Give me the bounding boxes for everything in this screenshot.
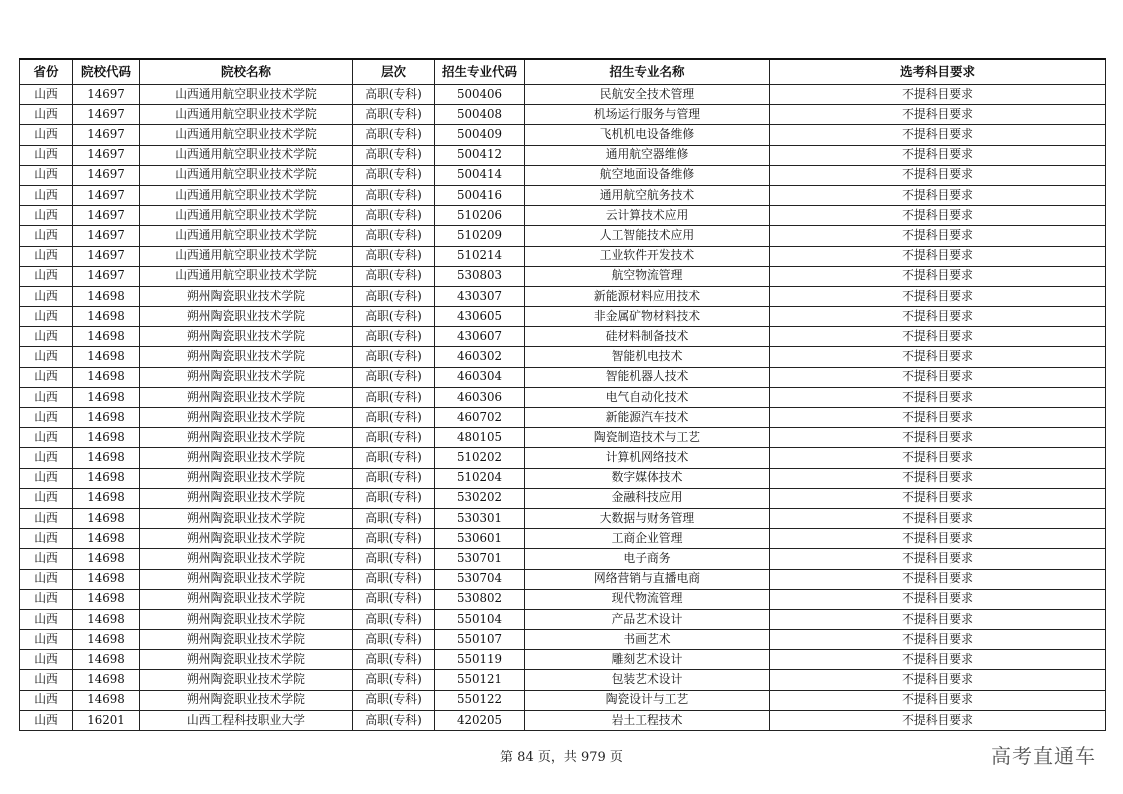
cell-subject-requirement: 不提科目要求 (770, 468, 1106, 488)
cell-province: 山西 (20, 165, 73, 185)
cell-province: 山西 (20, 266, 73, 286)
cell-major-name: 金融科技应用 (525, 488, 770, 508)
cell-major-code: 550121 (435, 670, 525, 690)
cell-major-code: 500416 (435, 185, 525, 205)
cell-school-code: 14698 (73, 690, 140, 710)
table-row (20, 710, 1106, 730)
cell-level: 高职(专科) (353, 448, 435, 468)
cell-major-name: 网络营销与直播电商 (525, 569, 770, 589)
cell-subject-requirement: 不提科目要求 (770, 185, 1106, 205)
admission-table (19, 58, 1106, 731)
cell-subject-requirement: 不提科目要求 (770, 609, 1106, 629)
cell-subject-requirement: 不提科目要求 (770, 347, 1106, 367)
cell-major-name: 航空地面设备维修 (525, 165, 770, 185)
cell-major-code: 530701 (435, 549, 525, 569)
cell-school-name: 朔州陶瓷职业技术学院 (140, 448, 353, 468)
cell-major-code: 510209 (435, 226, 525, 246)
cell-level: 高职(专科) (353, 125, 435, 145)
table-header-row (20, 59, 1106, 85)
table-row (20, 670, 1106, 690)
cell-school-name: 朔州陶瓷职业技术学院 (140, 286, 353, 306)
table-row (20, 266, 1106, 286)
cell-subject-requirement: 不提科目要求 (770, 650, 1106, 670)
cell-school-code: 14698 (73, 609, 140, 629)
table-row (20, 246, 1106, 266)
cell-level: 高职(专科) (353, 690, 435, 710)
cell-major-code: 510202 (435, 448, 525, 468)
cell-school-name: 朔州陶瓷职业技术学院 (140, 569, 353, 589)
cell-province: 山西 (20, 690, 73, 710)
table-row (20, 609, 1106, 629)
cell-subject-requirement: 不提科目要求 (770, 246, 1106, 266)
cell-subject-requirement: 不提科目要求 (770, 226, 1106, 246)
cell-school-code: 14698 (73, 408, 140, 428)
cell-subject-requirement: 不提科目要求 (770, 529, 1106, 549)
cell-subject-requirement: 不提科目要求 (770, 367, 1106, 387)
cell-major-name: 通用航空航务技术 (525, 185, 770, 205)
cell-major-name: 电子商务 (525, 549, 770, 569)
cell-school-name: 山西通用航空职业技术学院 (140, 85, 353, 105)
cell-major-code: 420205 (435, 710, 525, 730)
cell-school-code: 14697 (73, 266, 140, 286)
cell-level: 高职(专科) (353, 266, 435, 286)
cell-school-code: 14698 (73, 529, 140, 549)
table-row (20, 327, 1106, 347)
cell-province: 山西 (20, 529, 73, 549)
table-row (20, 125, 1106, 145)
cell-level: 高职(专科) (353, 347, 435, 367)
cell-major-code: 430607 (435, 327, 525, 347)
cell-school-name: 朔州陶瓷职业技术学院 (140, 508, 353, 528)
cell-level: 高职(专科) (353, 286, 435, 306)
table-row (20, 206, 1106, 226)
cell-major-name: 产品艺术设计 (525, 609, 770, 629)
cell-school-name: 朔州陶瓷职业技术学院 (140, 327, 353, 347)
cell-subject-requirement: 不提科目要求 (770, 165, 1106, 185)
cell-school-code: 16201 (73, 710, 140, 730)
cell-subject-requirement: 不提科目要求 (770, 428, 1106, 448)
cell-school-name: 山西工程科技职业大学 (140, 710, 353, 730)
admission-table-container (19, 58, 1105, 731)
cell-major-code: 500409 (435, 125, 525, 145)
cell-province: 山西 (20, 650, 73, 670)
cell-school-name: 山西通用航空职业技术学院 (140, 185, 353, 205)
cell-level: 高职(专科) (353, 85, 435, 105)
cell-major-name: 陶瓷制造技术与工艺 (525, 428, 770, 448)
cell-major-name: 陶瓷设计与工艺 (525, 690, 770, 710)
cell-major-name: 智能机器人技术 (525, 367, 770, 387)
table-row (20, 428, 1106, 448)
table-row (20, 589, 1106, 609)
cell-major-name: 电气自动化技术 (525, 387, 770, 407)
cell-major-name: 工商企业管理 (525, 529, 770, 549)
cell-school-name: 朔州陶瓷职业技术学院 (140, 428, 353, 448)
cell-school-code: 14698 (73, 327, 140, 347)
page-number: 第 84 页，共 979 页 (500, 750, 623, 765)
cell-major-name: 工业软件开发技术 (525, 246, 770, 266)
cell-level: 高职(专科) (353, 609, 435, 629)
cell-school-code: 14698 (73, 307, 140, 327)
cell-level: 高职(专科) (353, 710, 435, 730)
cell-school-code: 14698 (73, 448, 140, 468)
cell-major-code: 530704 (435, 569, 525, 589)
table-row (20, 367, 1106, 387)
cell-school-code: 14697 (73, 226, 140, 246)
cell-province: 山西 (20, 347, 73, 367)
cell-province: 山西 (20, 185, 73, 205)
cell-school-code: 14698 (73, 650, 140, 670)
cell-subject-requirement: 不提科目要求 (770, 105, 1106, 125)
cell-school-name: 朔州陶瓷职业技术学院 (140, 650, 353, 670)
cell-major-name: 民航安全技术管理 (525, 85, 770, 105)
cell-school-code: 14698 (73, 508, 140, 528)
cell-subject-requirement: 不提科目要求 (770, 387, 1106, 407)
cell-level: 高职(专科) (353, 226, 435, 246)
table-row (20, 508, 1106, 528)
cell-major-name: 雕刻艺术设计 (525, 650, 770, 670)
cell-school-code: 14698 (73, 387, 140, 407)
cell-province: 山西 (20, 408, 73, 428)
table-row (20, 105, 1106, 125)
cell-subject-requirement: 不提科目要求 (770, 670, 1106, 690)
cell-school-name: 朔州陶瓷职业技术学院 (140, 408, 353, 428)
cell-school-code: 14697 (73, 85, 140, 105)
cell-school-code: 14698 (73, 549, 140, 569)
cell-level: 高职(专科) (353, 206, 435, 226)
table-row (20, 408, 1106, 428)
cell-school-name: 山西通用航空职业技术学院 (140, 206, 353, 226)
cell-subject-requirement: 不提科目要求 (770, 710, 1106, 730)
cell-major-code: 500408 (435, 105, 525, 125)
cell-school-code: 14698 (73, 630, 140, 650)
table-row (20, 307, 1106, 327)
table-row (20, 549, 1106, 569)
cell-level: 高职(专科) (353, 549, 435, 569)
cell-school-name: 朔州陶瓷职业技术学院 (140, 307, 353, 327)
watermark: 高考直通车 (991, 744, 1096, 768)
cell-major-code: 460302 (435, 347, 525, 367)
cell-major-code: 510214 (435, 246, 525, 266)
cell-province: 山西 (20, 226, 73, 246)
cell-major-name: 大数据与财务管理 (525, 508, 770, 528)
cell-province: 山西 (20, 85, 73, 105)
cell-province: 山西 (20, 286, 73, 306)
cell-province: 山西 (20, 569, 73, 589)
cell-province: 山西 (20, 468, 73, 488)
cell-major-code: 530301 (435, 508, 525, 528)
cell-level: 高职(专科) (353, 387, 435, 407)
cell-school-name: 山西通用航空职业技术学院 (140, 105, 353, 125)
cell-province: 山西 (20, 428, 73, 448)
cell-major-name: 人工智能技术应用 (525, 226, 770, 246)
table-row (20, 448, 1106, 468)
cell-level: 高职(专科) (353, 327, 435, 347)
cell-subject-requirement: 不提科目要求 (770, 125, 1106, 145)
cell-major-code: 550104 (435, 609, 525, 629)
cell-major-name: 飞机机电设备维修 (525, 125, 770, 145)
cell-major-name: 机场运行服务与管理 (525, 105, 770, 125)
cell-level: 高职(专科) (353, 145, 435, 165)
cell-school-code: 14697 (73, 185, 140, 205)
cell-subject-requirement: 不提科目要求 (770, 408, 1106, 428)
cell-province: 山西 (20, 367, 73, 387)
cell-level: 高职(专科) (353, 105, 435, 125)
cell-level: 高职(专科) (353, 367, 435, 387)
cell-major-code: 550107 (435, 630, 525, 650)
cell-province: 山西 (20, 387, 73, 407)
cell-level: 高职(专科) (353, 408, 435, 428)
cell-school-code: 14697 (73, 206, 140, 226)
cell-school-name: 朔州陶瓷职业技术学院 (140, 347, 353, 367)
cell-major-code: 510204 (435, 468, 525, 488)
cell-school-name: 朔州陶瓷职业技术学院 (140, 690, 353, 710)
cell-school-code: 14697 (73, 145, 140, 165)
cell-school-name: 朔州陶瓷职业技术学院 (140, 387, 353, 407)
table-row (20, 690, 1106, 710)
cell-major-code: 460702 (435, 408, 525, 428)
header-subject-requirement: 选考科目要求 (770, 59, 1106, 85)
cell-major-name: 非金属矿物材料技术 (525, 307, 770, 327)
cell-school-code: 14697 (73, 165, 140, 185)
cell-major-code: 460306 (435, 387, 525, 407)
cell-province: 山西 (20, 125, 73, 145)
cell-province: 山西 (20, 549, 73, 569)
cell-major-code: 510206 (435, 206, 525, 226)
cell-school-name: 山西通用航空职业技术学院 (140, 266, 353, 286)
cell-school-code: 14697 (73, 125, 140, 145)
cell-major-name: 新能源材料应用技术 (525, 286, 770, 306)
cell-province: 山西 (20, 145, 73, 165)
header-major-code: 招生专业代码 (435, 59, 525, 85)
cell-major-code: 550119 (435, 650, 525, 670)
cell-school-code: 14697 (73, 246, 140, 266)
table-row (20, 185, 1106, 205)
cell-province: 山西 (20, 246, 73, 266)
cell-major-name: 数字媒体技术 (525, 468, 770, 488)
cell-school-code: 14698 (73, 468, 140, 488)
cell-level: 高职(专科) (353, 529, 435, 549)
cell-major-code: 530802 (435, 589, 525, 609)
cell-major-name: 云计算技术应用 (525, 206, 770, 226)
cell-school-name: 山西通用航空职业技术学院 (140, 226, 353, 246)
cell-school-code: 14698 (73, 286, 140, 306)
cell-province: 山西 (20, 670, 73, 690)
header-school-code: 院校代码 (73, 59, 140, 85)
table-row (20, 85, 1106, 105)
table-row (20, 529, 1106, 549)
cell-major-name: 包装艺术设计 (525, 670, 770, 690)
cell-subject-requirement: 不提科目要求 (770, 690, 1106, 710)
table-row (20, 387, 1106, 407)
cell-school-code: 14698 (73, 367, 140, 387)
cell-school-code: 14698 (73, 569, 140, 589)
cell-major-code: 500412 (435, 145, 525, 165)
cell-school-name: 山西通用航空职业技术学院 (140, 145, 353, 165)
cell-province: 山西 (20, 630, 73, 650)
cell-level: 高职(专科) (353, 569, 435, 589)
cell-major-code: 430307 (435, 286, 525, 306)
cell-level: 高职(专科) (353, 428, 435, 448)
table-row (20, 569, 1106, 589)
cell-province: 山西 (20, 448, 73, 468)
cell-level: 高职(专科) (353, 307, 435, 327)
cell-school-code: 14698 (73, 488, 140, 508)
cell-level: 高职(专科) (353, 165, 435, 185)
cell-school-name: 朔州陶瓷职业技术学院 (140, 589, 353, 609)
cell-major-code: 480105 (435, 428, 525, 448)
cell-school-name: 朔州陶瓷职业技术学院 (140, 609, 353, 629)
cell-major-code: 530202 (435, 488, 525, 508)
cell-school-code: 14698 (73, 428, 140, 448)
cell-school-code: 14698 (73, 347, 140, 367)
cell-major-name: 书画艺术 (525, 630, 770, 650)
cell-major-code: 500406 (435, 85, 525, 105)
header-major-name: 招生专业名称 (525, 59, 770, 85)
table-row (20, 165, 1106, 185)
cell-school-name: 朔州陶瓷职业技术学院 (140, 549, 353, 569)
cell-province: 山西 (20, 710, 73, 730)
cell-school-name: 朔州陶瓷职业技术学院 (140, 468, 353, 488)
table-body (20, 85, 1106, 731)
cell-province: 山西 (20, 609, 73, 629)
cell-major-name: 智能机电技术 (525, 347, 770, 367)
cell-school-code: 14698 (73, 589, 140, 609)
cell-major-name: 硅材料制备技术 (525, 327, 770, 347)
table-row (20, 286, 1106, 306)
table-row (20, 468, 1106, 488)
cell-school-code: 14698 (73, 670, 140, 690)
cell-major-code: 530803 (435, 266, 525, 286)
cell-subject-requirement: 不提科目要求 (770, 286, 1106, 306)
cell-major-code: 460304 (435, 367, 525, 387)
cell-province: 山西 (20, 488, 73, 508)
table-row (20, 226, 1106, 246)
table-row (20, 488, 1106, 508)
cell-level: 高职(专科) (353, 508, 435, 528)
cell-school-name: 朔州陶瓷职业技术学院 (140, 367, 353, 387)
cell-level: 高职(专科) (353, 488, 435, 508)
cell-school-code: 14697 (73, 105, 140, 125)
header-level: 层次 (353, 59, 435, 85)
cell-school-name: 山西通用航空职业技术学院 (140, 125, 353, 145)
cell-province: 山西 (20, 589, 73, 609)
cell-subject-requirement: 不提科目要求 (770, 488, 1106, 508)
cell-major-code: 550122 (435, 690, 525, 710)
table-row (20, 630, 1106, 650)
cell-school-name: 山西通用航空职业技术学院 (140, 246, 353, 266)
cell-province: 山西 (20, 105, 73, 125)
cell-subject-requirement: 不提科目要求 (770, 569, 1106, 589)
cell-province: 山西 (20, 206, 73, 226)
cell-subject-requirement: 不提科目要求 (770, 85, 1106, 105)
cell-subject-requirement: 不提科目要求 (770, 630, 1106, 650)
cell-level: 高职(专科) (353, 185, 435, 205)
cell-school-name: 山西通用航空职业技术学院 (140, 165, 353, 185)
cell-level: 高职(专科) (353, 468, 435, 488)
cell-school-name: 朔州陶瓷职业技术学院 (140, 670, 353, 690)
cell-subject-requirement: 不提科目要求 (770, 448, 1106, 468)
cell-major-name: 岩土工程技术 (525, 710, 770, 730)
cell-major-name: 通用航空器维修 (525, 145, 770, 165)
cell-subject-requirement: 不提科目要求 (770, 327, 1106, 347)
header-school-name: 院校名称 (140, 59, 353, 85)
cell-level: 高职(专科) (353, 630, 435, 650)
cell-province: 山西 (20, 307, 73, 327)
cell-school-name: 朔州陶瓷职业技术学院 (140, 488, 353, 508)
cell-subject-requirement: 不提科目要求 (770, 307, 1106, 327)
table-row (20, 145, 1106, 165)
header-province: 省份 (20, 59, 73, 85)
table-row (20, 650, 1106, 670)
cell-major-name: 现代物流管理 (525, 589, 770, 609)
cell-major-code: 430605 (435, 307, 525, 327)
cell-subject-requirement: 不提科目要求 (770, 549, 1106, 569)
cell-subject-requirement: 不提科目要求 (770, 508, 1106, 528)
cell-province: 山西 (20, 327, 73, 347)
cell-major-name: 新能源汽车技术 (525, 408, 770, 428)
cell-subject-requirement: 不提科目要求 (770, 206, 1106, 226)
cell-level: 高职(专科) (353, 650, 435, 670)
cell-subject-requirement: 不提科目要求 (770, 266, 1106, 286)
cell-major-code: 530601 (435, 529, 525, 549)
cell-subject-requirement: 不提科目要求 (770, 589, 1106, 609)
cell-school-name: 朔州陶瓷职业技术学院 (140, 529, 353, 549)
cell-major-name: 计算机网络技术 (525, 448, 770, 468)
table-row (20, 347, 1106, 367)
cell-level: 高职(专科) (353, 670, 435, 690)
cell-province: 山西 (20, 508, 73, 528)
cell-subject-requirement: 不提科目要求 (770, 145, 1106, 165)
cell-school-name: 朔州陶瓷职业技术学院 (140, 630, 353, 650)
cell-major-name: 航空物流管理 (525, 266, 770, 286)
cell-major-code: 500414 (435, 165, 525, 185)
cell-level: 高职(专科) (353, 589, 435, 609)
cell-level: 高职(专科) (353, 246, 435, 266)
